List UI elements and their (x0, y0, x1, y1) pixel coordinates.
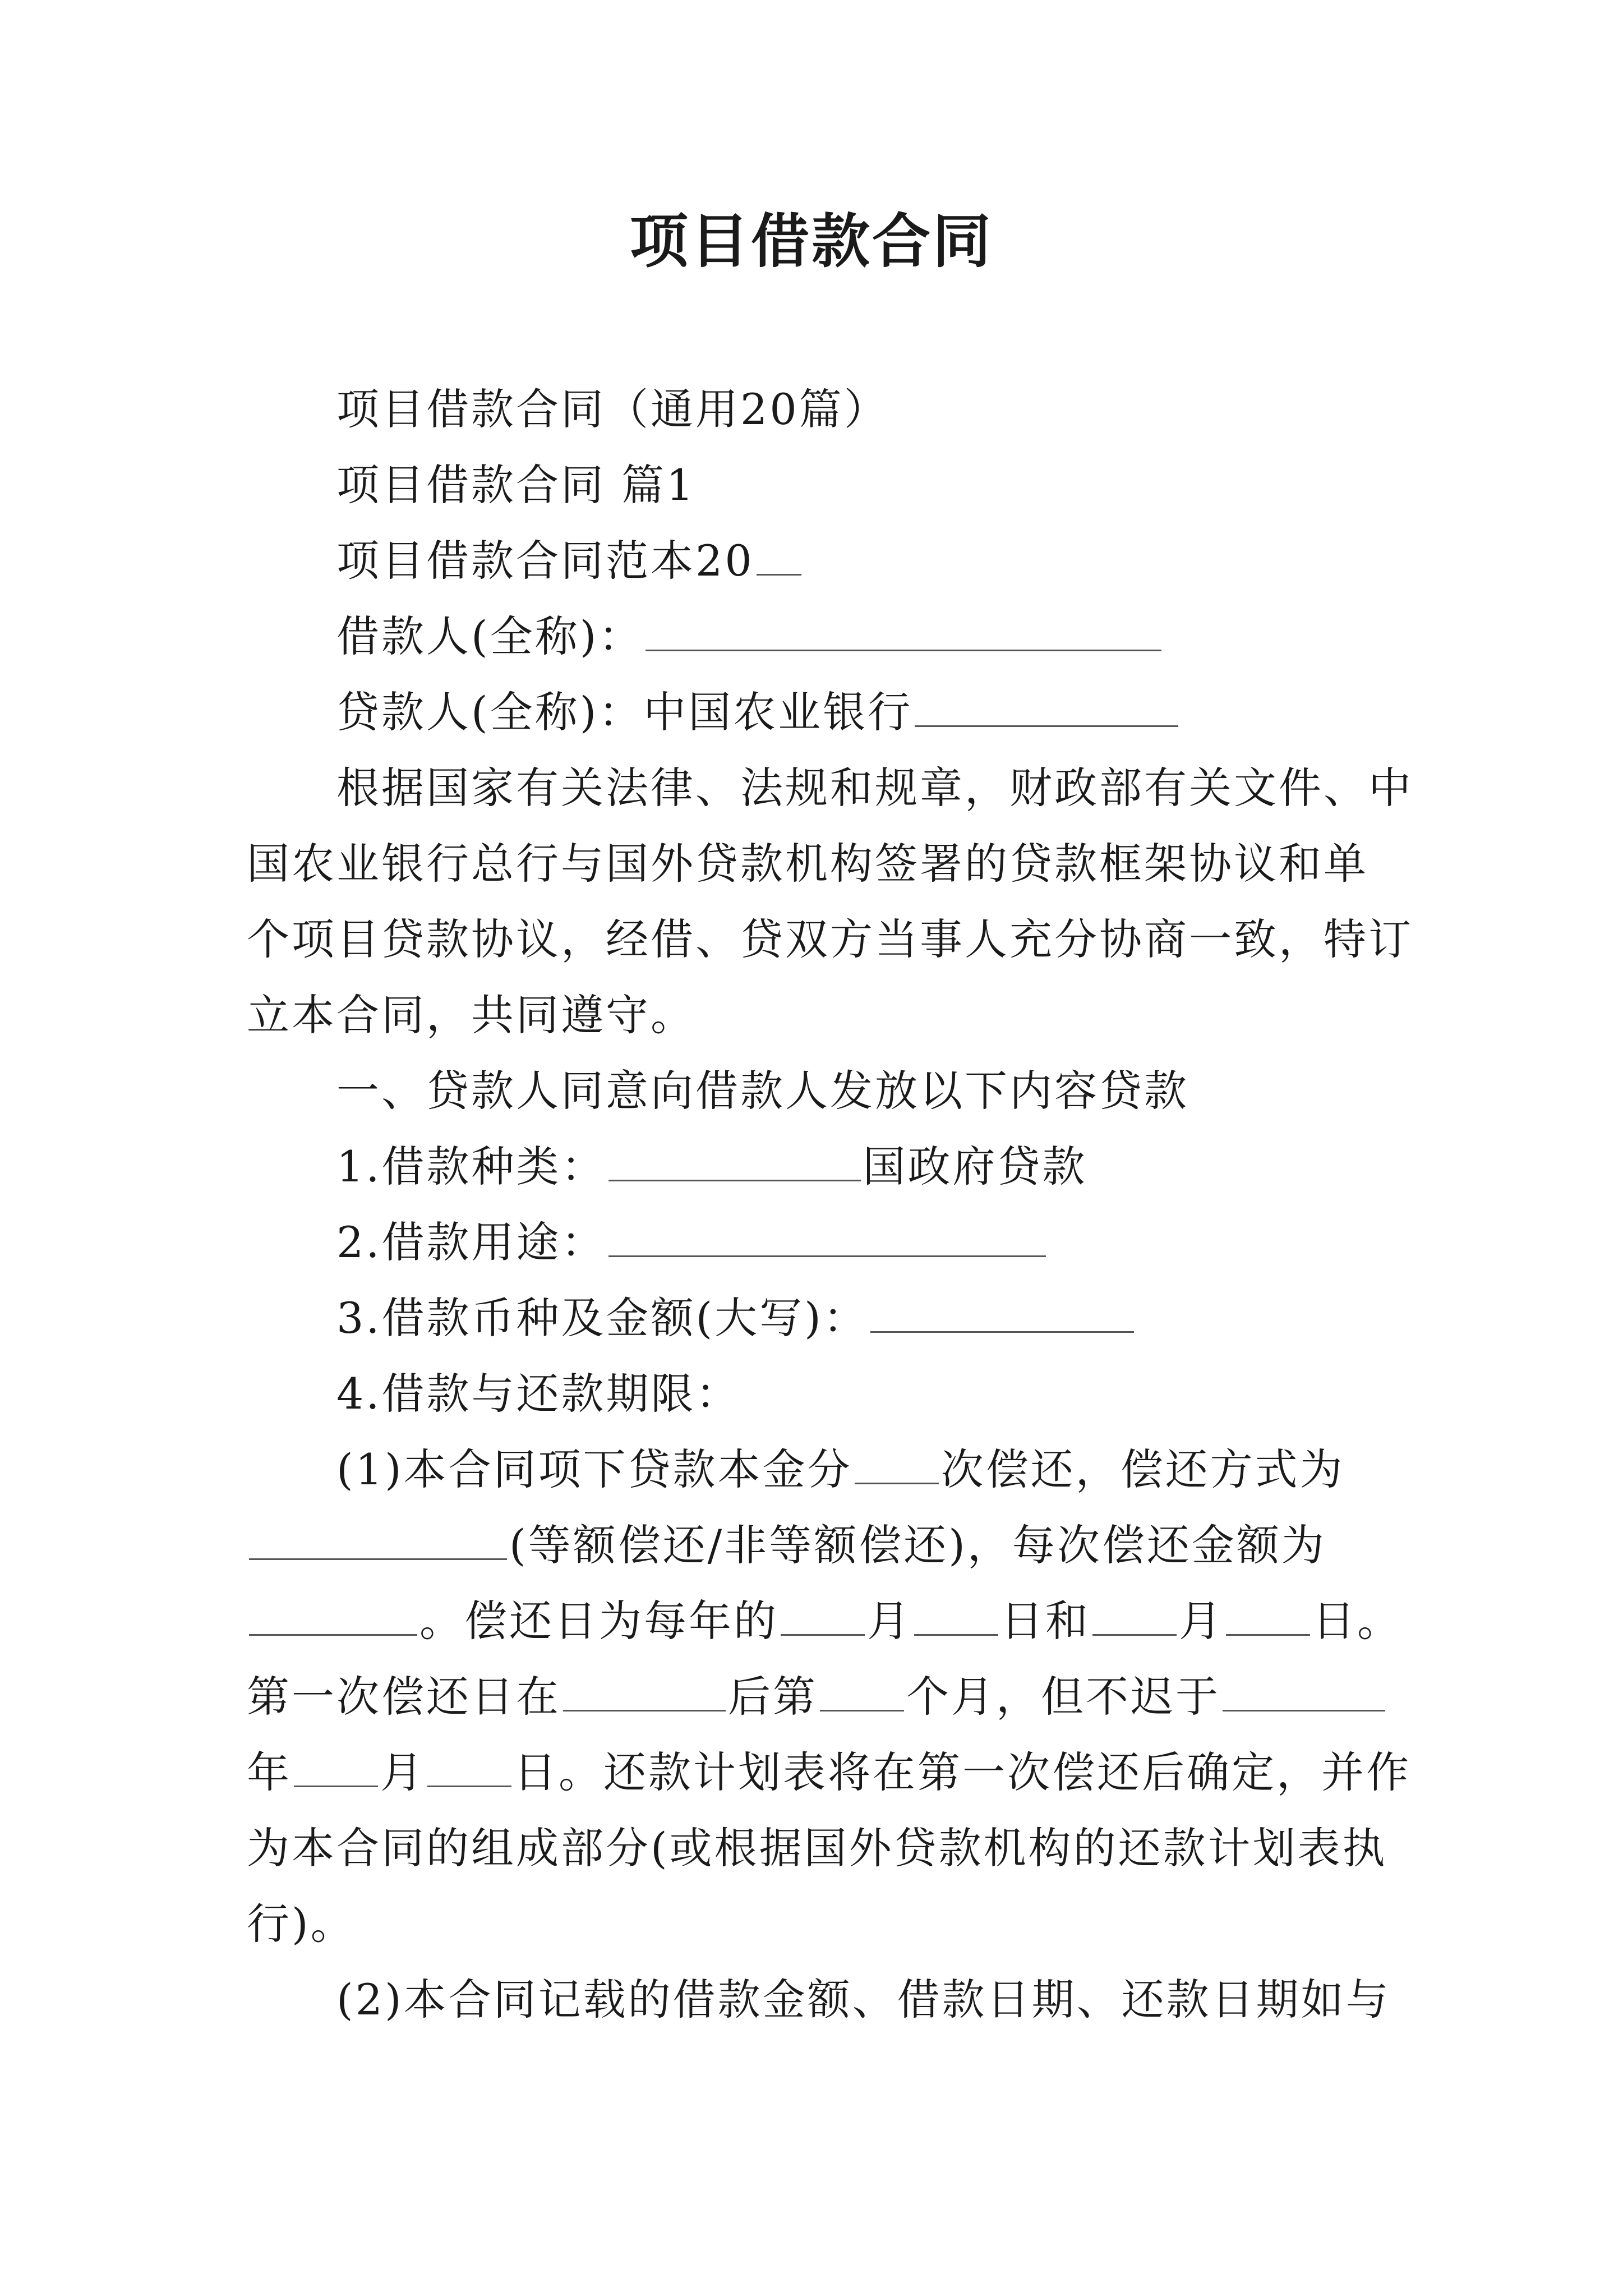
month-blank[interactable] (1092, 1595, 1177, 1636)
paragraph-line: 4.借款与还款期限： (336, 1369, 741, 1419)
paragraph-line: 1.借款种类： 国政府贷款 (336, 1142, 1087, 1191)
deadline-month-blank[interactable] (294, 1746, 378, 1787)
day-blank[interactable] (1226, 1595, 1310, 1636)
paragraph-line: (2)本合同记载的借款金额、借款日期、还款日期如与 (336, 1975, 1391, 2024)
paragraph-line: 。偿还日为每年的 月 日和 月 日。 (0, 1593, 1623, 1649)
paragraph-line: 项目借款合同 篇1 (336, 460, 696, 510)
loan-purpose-blank[interactable] (608, 1216, 1046, 1257)
paragraph-line: 3.借款币种及金额(大写)： (0, 1290, 1623, 1346)
paragraph-line: 借款人(全称)： (0, 609, 1623, 665)
paragraph-line: 年 月 日。还款计划表将在第一次偿还后确定，并作 (247, 1747, 1411, 1797)
loan-type-blank[interactable] (608, 1140, 861, 1181)
paragraph-line: 项目借款合同（通用20篇） (336, 384, 889, 434)
paragraph-line: 国农业银行总行与国外贷款机构签署的贷款框架协议和单 (247, 839, 1368, 889)
day-blank[interactable] (914, 1595, 998, 1636)
paragraph-line: (1)本合同项下贷款本金分 次偿还，偿还方式为 (336, 1444, 1345, 1494)
months-blank[interactable] (820, 1671, 904, 1711)
borrower-name-blank[interactable] (645, 610, 1161, 651)
paragraph-line: 为本合同的组成部分(或根据国外贷款机构的还款计划表执 (247, 1823, 1387, 1873)
first-repayment-blank[interactable] (563, 1671, 726, 1711)
month-blank[interactable] (781, 1595, 865, 1636)
paragraph-line: 根据国家有关法律、法规和规章，财政部有关文件、中 (336, 763, 1413, 813)
paragraph-line: 个项目贷款协议，经借、贷双方当事人充分协商一致，特订 (247, 914, 1413, 964)
paragraph-line: 贷款人(全称)：中国农业银行 (0, 684, 1623, 740)
lender-branch-blank[interactable] (915, 686, 1178, 727)
installments-blank[interactable] (855, 1443, 939, 1484)
paragraph-line: 2.借款用途： (0, 1214, 1623, 1271)
document-title: 项目借款合同 (629, 206, 993, 275)
repayment-method-blank[interactable] (249, 1519, 507, 1560)
paragraph-line: 第一次偿还日在 后第 个月，但不迟于 (0, 1669, 1623, 1725)
deadline-year-blank[interactable] (1223, 1671, 1385, 1711)
loan-amount-blank[interactable] (870, 1292, 1134, 1333)
paragraph-line: 行)。 (247, 1899, 356, 1949)
paragraph-line: 项目借款合同范本20 (0, 533, 1623, 589)
blank-field[interactable] (757, 535, 801, 576)
installment-amount-blank[interactable] (249, 1595, 417, 1636)
section-heading: 一、贷款人同意向借款人发放以下内容贷款 (336, 1066, 1189, 1116)
paragraph-line: 立本合同，共同遵守。 (247, 990, 695, 1040)
paragraph-line: (等额偿还/非等额偿还)，每次偿还金额为 (0, 1517, 1623, 1573)
deadline-day-blank[interactable] (427, 1746, 511, 1787)
